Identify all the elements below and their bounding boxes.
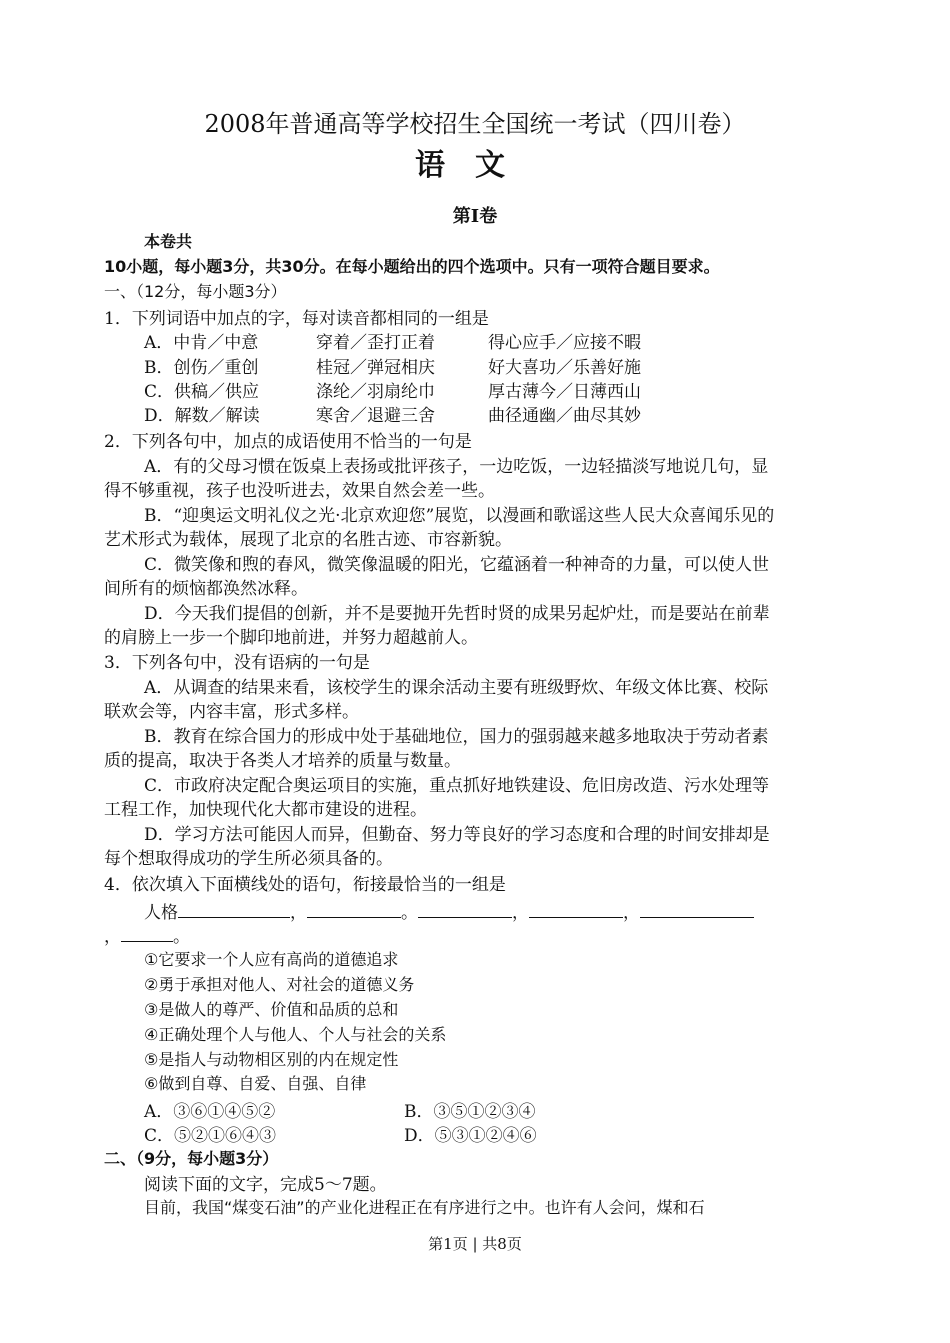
q2-option-d-line-1: D．今天我们提倡的创新，并不是要抛开先哲时贤的成果另起炉灶，而是要站在前辈 [144, 604, 770, 624]
section-2-instruction: 阅读下面的文字，完成5～7题。 [144, 1175, 387, 1195]
q4-blank-line-2 [104, 922, 190, 947]
section-2-heading: 二、（9分，每小题3分） [104, 1149, 279, 1168]
punct: ， [512, 903, 529, 923]
q3-option-b-line-1: B．教育在综合国力的形成中处于基础地位，国力的强弱越来越多地取决于劳动者素 [144, 727, 769, 747]
intro-line-1: 本卷共 [144, 232, 193, 251]
q3-option-d-line-2: 每个想取得成功的学生所必须具备的。 [104, 849, 393, 869]
q1-cell: 好大喜功／乐善好施 [488, 358, 641, 378]
q1-cell: 寒舍／退避三舍 [316, 406, 435, 426]
q2-stem: 2．下列各句中，加点的成语使用不恰当的一句是 [104, 432, 472, 452]
q1-cell: 曲径通幽／曲尽其妙 [488, 406, 641, 426]
q4-item-5: ⑤是指人与动物相区别的内在规定性 [144, 1050, 399, 1069]
page-footer: 第1页 | 共8页 [428, 1235, 522, 1253]
intro-line-2: 10小题，每小题3分，共30分。在每小题给出的四个选项中。只有一项符合题目要求。 [104, 257, 720, 276]
q4-item-3: ③是做人的尊严、价值和品质的总和 [144, 1000, 399, 1019]
q2-option-c-line-1: C．微笑像和煦的春风，微笑像温暖的阳光，它蕴涵着一种神奇的力量，可以使人世 [144, 555, 770, 575]
fill-blank [121, 927, 173, 942]
section-1-heading: 一、（12分，每小题3分） [104, 282, 287, 301]
q1-cell: 厚古薄今／日薄西山 [488, 382, 641, 402]
q1-cell: 得心应手／应接不暇 [488, 333, 641, 353]
fill-blank [640, 903, 754, 918]
q1-cell: C．供稿／供应 [144, 382, 260, 402]
q3-option-c-line-2: 工程工作，加快现代化大都市建设的进程。 [104, 800, 427, 820]
punct: ， [290, 903, 307, 923]
fill-blank [178, 903, 290, 918]
fill-blank [307, 903, 401, 918]
q3-stem: 3．下列各句中，没有语病的一句是 [104, 653, 370, 673]
q3-option-a-line-1: A．从调查的结果来看，该校学生的课余活动主要有班级野炊、年级文体比赛、校际 [144, 678, 769, 698]
q1-cell: 桂冠／弹冠相庆 [316, 358, 435, 378]
q1-cell: B．创伤／重创 [144, 358, 259, 378]
q3-option-a-line-2: 联欢会等，内容丰富，形式多样。 [104, 702, 359, 722]
q4-blank-prefix: 人格 [144, 903, 178, 923]
subject-title: 语文 [415, 148, 535, 183]
q4-option-c: C．⑤②①⑥④③ [144, 1126, 277, 1146]
q2-option-a-line-2: 得不够重视，孩子也没听进去，效果自然会差一些。 [104, 481, 495, 501]
q3-option-d-line-1: D．学习方法可能因人而异，但勤奋、努力等良好的学习态度和合理的时间安排却是 [144, 825, 770, 845]
fill-blank [418, 903, 512, 918]
fill-blank [529, 903, 623, 918]
q4-option-a: A．③⑥①④⑤② [144, 1102, 276, 1122]
q4-blank-line [144, 898, 754, 923]
q4-item-4: ④正确处理个人与他人、个人与社会的关系 [144, 1025, 447, 1044]
punct: ， [104, 927, 121, 947]
q1-cell: 穿着／歪打正着 [316, 333, 435, 353]
q3-option-c-line-1: C．市政府决定配合奥运项目的实施，重点抓好地铁建设、危旧房改造、污水处理等 [144, 776, 770, 796]
q2-option-d-line-2: 的肩膀上一步一个脚印地前进，并努力超越前人。 [104, 628, 478, 648]
q1-cell: 涤纶／羽扇纶巾 [316, 382, 435, 402]
exam-title: 2008年普通高等学校招生全国统一考试（四川卷） [204, 110, 746, 138]
q1-stem: 1．下列词语中加点的字，每对读音都相同的一组是 [104, 309, 489, 329]
q1-cell: A．中肯／中意 [144, 333, 259, 353]
q2-option-b-line-2: 艺术形式为载体，展现了北京的名胜古迹、市容新貌。 [104, 530, 512, 550]
q4-option-d: D．⑤③①②④⑥ [404, 1126, 537, 1146]
volume-title: 第Ⅰ卷 [452, 206, 498, 227]
q3-option-b-line-2: 质的提高，取决于各类人才培养的质量与数量。 [104, 751, 461, 771]
q4-item-6: ⑥做到自尊、自爱、自强、自律 [144, 1074, 367, 1093]
punct: 。 [401, 903, 418, 923]
punct: 。 [173, 927, 190, 947]
q1-cell: D．解数／解读 [144, 406, 260, 426]
q4-option-b: B．③⑤①②③④ [404, 1102, 536, 1122]
q2-option-c-line-2: 间所有的烦恼都涣然冰释。 [104, 579, 308, 599]
q2-option-a-line-1: A．有的父母习惯在饭桌上表扬或批评孩子，一边吃饭，一边轻描淡写地说几句，显 [144, 457, 769, 477]
punct: ， [623, 903, 640, 923]
q2-option-b-line-1: B．“迎奥运文明礼仪之光·北京欢迎您”展览，以漫画和歌谣这些人民大众喜闻乐见的 [144, 506, 775, 526]
q4-item-2: ②勇于承担对他人、对社会的道德义务 [144, 975, 415, 994]
section-2-paragraph: 目前，我国“煤变石油”的产业化进程正在有序进行之中。也许有人会问，煤和石 [144, 1198, 705, 1217]
q4-item-1: ①它要求一个人应有高尚的道德追求 [144, 950, 399, 969]
q4-stem: 4．依次填入下面横线处的语句，衔接最恰当的一组是 [104, 875, 506, 895]
